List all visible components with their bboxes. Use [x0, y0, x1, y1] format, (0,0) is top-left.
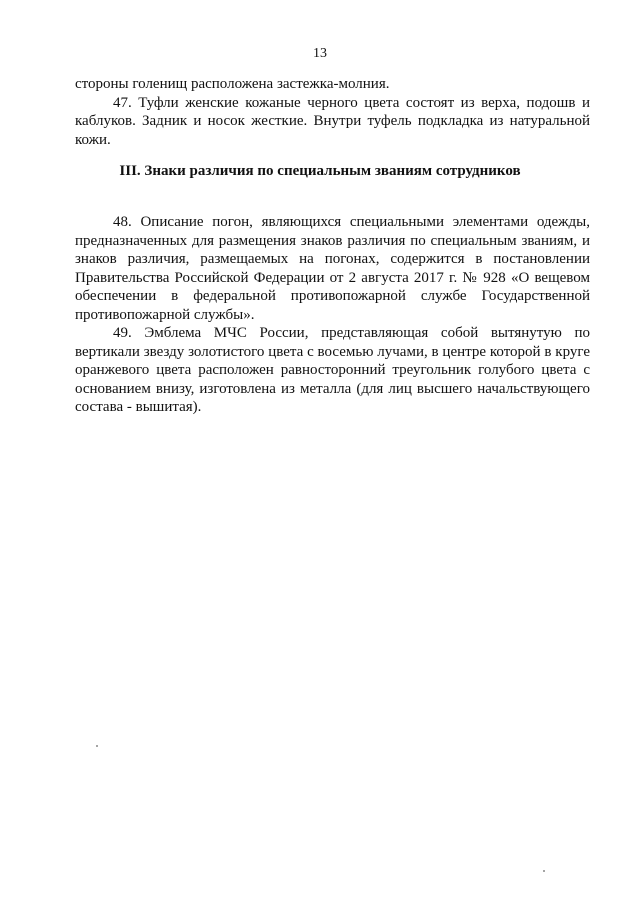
scan-speck	[543, 870, 545, 872]
paragraph-48: 48. Описание погон, являющихся специальными элементами одежды, предназначенных для размещения знаков различия по специальным званиям, и знаков различия, размещаемых на погонах, содержится в постановлении Правительства Российской Федерации от 2 августа 2017 г. № 928 «О вещевом обеспечении в федеральной противопожарной службе Государственной противопожарной службы».	[75, 214, 590, 323]
text-block-bottom	[75, 213, 590, 417]
paragraph-49: 49. Эмблема МЧС России, представляющая собой вытянутую по вертикали звезду золотистого цвета с восемью лучами, в центре которой в круге оранжевого цвета расположен равносторонний треугольник голубого цвета с основанием внизу, изготовлена из металла (для лиц высшего начальствующего состава - вышитая).	[75, 325, 590, 415]
page-number: 13	[313, 46, 327, 61]
scan-speck	[96, 745, 98, 747]
section-heading: III. Знаки различия по специальным званиям сотрудников	[119, 163, 521, 179]
text-block-top	[75, 75, 590, 149]
paragraph-continuation: стороны голенищ расположена застежка-молния.	[75, 76, 390, 92]
paragraph-47: 47. Туфли женские кожаные черного цвета состоят из верха, подошв и каблуков. Задник и носок жесткие. Внутри туфель подкладка из натуральной кожи.	[75, 94, 590, 148]
